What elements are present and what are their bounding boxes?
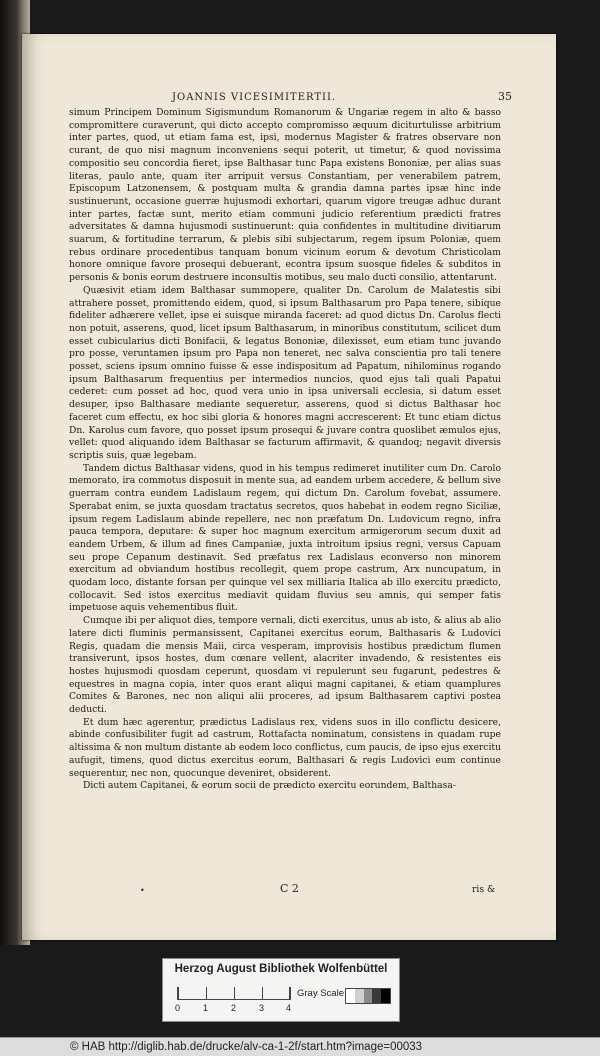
- ruler-label: 3: [259, 1003, 265, 1013]
- paragraph: Dicti autem Capitanei, & eorum socii de prædicto exercitu eorundem, Balthasa-: [83, 780, 456, 792]
- paragraph: Cumque ibi per aliquot dies, tempore vernali, dicti exercitus, unus ab isto, & alius ab alio latere dicti fluminis permansissent, Capitanei exercitus eorum, Balthasaris & Ludovici Regis, quadam die mensis Maii, circa vesperam, improvisis hostibus prædictum flumen transiverunt, ipsos hostes, dum cœnare vellent, alacriter invadendo, & resistentes eis hostes hujusmodi quosdam ceperunt, quosdam vi repulerunt seu fugarunt, pedestres & equestres in magna copia, inter quos erant aliqui magni capitanei, & etiam quamplures Comites & Barones, nec non aliqui alii proceres, ad ipsum Balthasarem captivi postea deducti.: [69, 615, 501, 716]
- gray-scale-label: Gray Scale: [297, 988, 344, 999]
- ruler-label: 4: [286, 1003, 292, 1013]
- running-title: JOANNIS VICESIMITERTII.: [172, 92, 337, 103]
- paragraph: Et dum hæc agerentur, prædictus Ladislaus rex, videns suos in illo conflictu desicere, abinde confusibiliter fugit ad castrum, Rottafacta nominatum, consistens in quadam rupe altissima & non multum distante ab eodem loco conflictus, cum paucis, de ipso ejus exercitu aufugit, timens, quod dictus exercitus eorum, Balthasari & regis Ludovici eum continue sequerentur, nec non, quocunque deveniret, obsiderent.: [69, 716, 501, 779]
- gray-scale-swatches: [345, 988, 391, 1004]
- library-name: Herzog August Bibliothek Wolfenbüttel: [174, 963, 388, 975]
- library-color-strip: [162, 958, 400, 1022]
- signature-label: C 2: [280, 882, 299, 895]
- footer-bar: [0, 1037, 600, 1056]
- gray-swatch: [381, 989, 390, 1003]
- gray-swatch: [346, 989, 355, 1003]
- ruler-labels: [177, 1003, 307, 1015]
- gray-swatch: [372, 989, 381, 1003]
- paragraph: simum Principem Dominum Sigismundum Romanorum & Ungariæ regem in alto & basso compromittere curaverunt, qui dicto accepto compromisso æquum diciturtulisse arbitrium inter partes, quod, ut etiam fama est, ipsi, modernus Magister & fratres observare non curant, de quo nisi magnum inconveniens sequi poterit, ut timetur, & quod novissima compositio seu concordia fieret, ipse Balthasar tunc Papa existens Bononiæ, per alias suas literas, paulo ante, quam iter arripuit versus Constantiam, per venerabilem patrem, Episcopum Latzonensem, & postquam multa & grandia damna partes ipsæ hinc inde sustinuerunt, occasione guerræ hujusmodi exhortari, quarum vigore treugæ adhuc durant inter partes, factæ sunt, merito etiam communi judicio referentium prædicti fratres adversitates & damna hujusmodi sustinuerunt: quia confidentes in multitudine divitiarum suarum, & fortitudine terrarum, & plebis sibi subjectarum, regem ipsum Poloniæ, quem rebus ordinare procedentibus tanquam bonum vicinum eorum & devotum Christicolam honore omnique favore prosequi debuerant, econtra ipsum suosque fideles & subditos in personis & bonis eorum destruere inconsultis motibus, seu malo ducti consilio, attentarunt.: [69, 107, 501, 284]
- ruler-label: 0: [175, 1003, 181, 1013]
- ruler-tick: [206, 987, 207, 999]
- signature-mark: •: [140, 886, 145, 895]
- ruler-tick: [234, 987, 235, 999]
- catchword: ris &: [472, 884, 496, 895]
- body-text: [69, 107, 501, 793]
- ruler-tick: [289, 987, 290, 999]
- gray-swatch: [364, 989, 373, 1003]
- gray-swatch: [355, 989, 364, 1003]
- ruler-label: 1: [203, 1003, 209, 1013]
- ruler: [177, 987, 291, 1000]
- book-page: [22, 34, 556, 940]
- paragraph: Tandem dictus Balthasar videns, quod in his tempus redimeret inutiliter cum Dn. Carolo memorato, ira commotus disposuit in mente sua, ad eandem urbem accedere, & bellum sive guerram contra eundem Ladislaum regem, qui dictum Dn. Carolum fovebat, assumere. Sperabat enim, se juxta quosdam tractatus secretos, quos habebat in eodem regno Siciliæ, ipsum regem Ladislaum abinde repellere, nec non præfatum Dn. Ludovicum regno, infra pauca tempora, deputare: & super hoc magnum exercitum armigerorum secum duxit ad eandem Urbem, & illum ad fines Campaniæ, juxta introitum ipsius regni, versus Capuam seu prope Cepanum destinavit. Sed præfatus rex Ladislaus econverso non minorem exercitum ad obviandum hostibus recollegit, quem prope castrum, Arx nuncupatum, in quodam loco, distante forsan per quinque vel sex milliaria Italica ab illo exercitu prædicto, collocavit. Sed istos exercitus mediavit quidam fluvius seu amnis, qui semper fatis impetuose aquis vehementibus fluit.: [69, 462, 501, 614]
- footer-url[interactable]: © HAB http://diglib.hab.de/drucke/alv-ca-1-2f/start.htm?image=00033: [70, 1041, 423, 1053]
- paragraph: Quæsivit etiam idem Balthasar summopere, qualiter Dn. Carolum de Malatestis sibi attrahere posset, promittendo eidem, quod, si ipsum Balthasarum pro Papa tenere, sibique fideliter adhærere vellet, ipse ei suisque miranda faceret: ad quod dictus Dn. Carolus flecti non potuit, asserens, quod, licet ipsum Balthasarum, in minoribus constitutum, scilicet dum esset cubicularius dicti Bonifacii, & legatus Bononiæ, dilexisset, eum etiam tunc juvando pro posse, veruntamen ipsum pro Papa non teneret, nec salva conscientia pro tali tenere posset, sciens ipsum omnino fuisse & esse indispositum ad Papatum, nihilominus rogando ipsum Balthasarum frequentius per intermedios nuncios, quod ejus tali quali Papatui cederet: cum posset ad hoc, quod vera unio in ipsa universali ecclesia, si datum esset desuper, ipso Balthasare mediante sequeretur, asserens, quod si dictus Balthasar hoc faceret cum effectu, ex hoc sibi gloria & honores magni accrescerent: Et tunc etiam dictus Dn. Karolus cum favore, quo posset ipsum prosequi & juvare contra quoslibet æmulos ejus, vellet: quod aliquando idem Balthasar se facturum affirmavit, & quandoq; negavit diversis scriptis suis, quæ legebam.: [69, 284, 501, 461]
- ruler-tick: [178, 987, 179, 999]
- page-number: 35: [498, 90, 512, 103]
- ruler-tick: [262, 987, 263, 999]
- ruler-label: 2: [231, 1003, 237, 1013]
